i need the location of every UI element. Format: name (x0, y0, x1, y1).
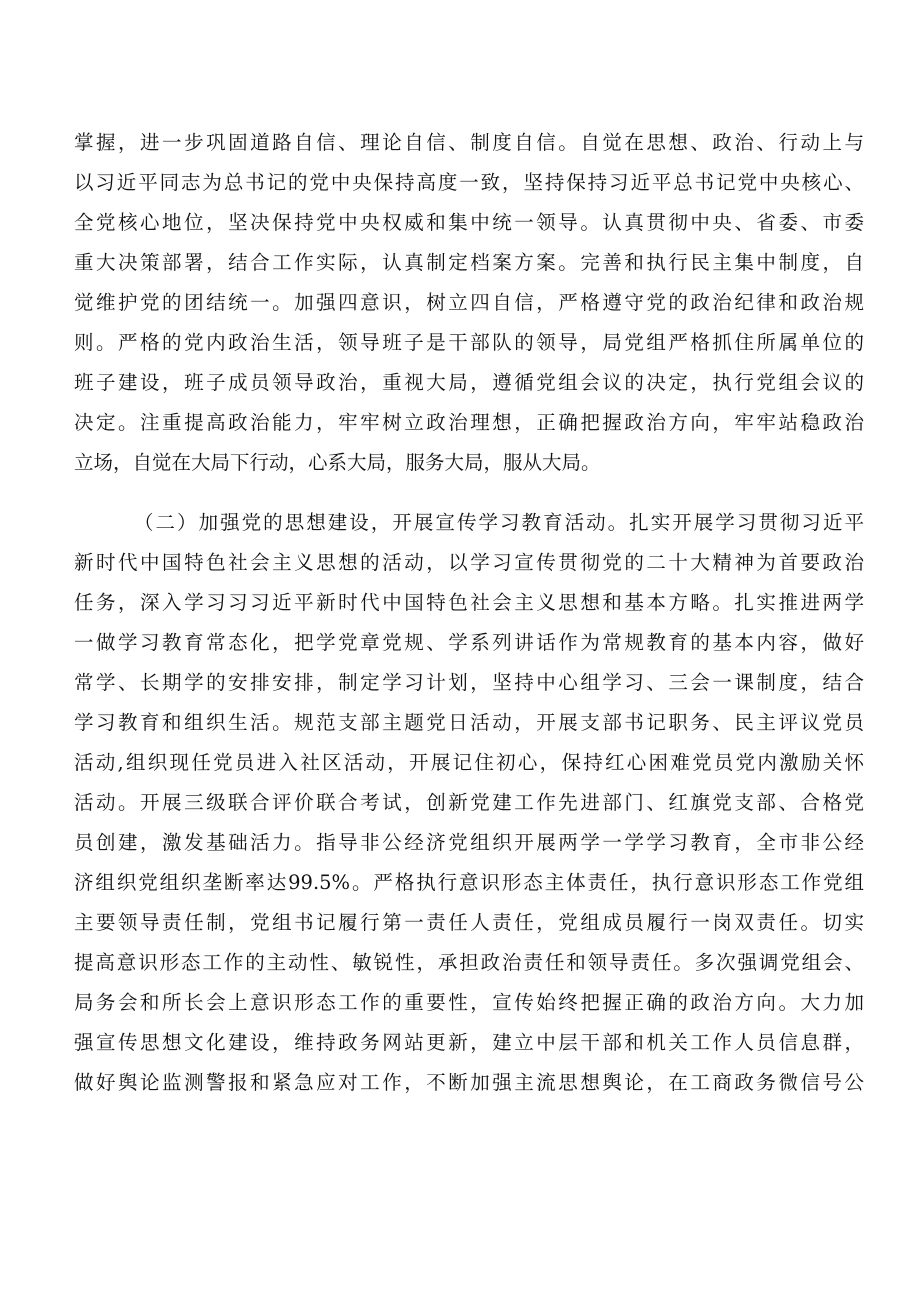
paragraph-1-line-7: 班子建设，班子成员领导政治，重视大局，遵循党组会议的决定，执行党组会议的 (74, 371, 864, 394)
paragraph-1-line-3: 全党核心地位，坚决保持党中央权威和集中统一领导。认真贯彻中央、省委、市委 (74, 211, 864, 234)
paragraph-2-line-7: 活动,组织现任党员进入社区活动，开展记住初心，保持红心困难党员党内激励关怀 (74, 751, 864, 774)
paragraph-2-line-6: 学习教育和组织生活。规范支部主题党日活动，开展支部书记职务、民主评议党员 (74, 711, 864, 734)
paragraph-2-line-11: 主要领导责任制，党组书记履行第一责任人责任，党组成员履行一岗双责任。切实 (74, 911, 864, 934)
paragraph-1-line-9: 立场，自觉在大局下行动，心系大局，服务大局，服从大局。 (74, 451, 601, 474)
paragraph-1-line-5: 觉维护党的团结统一。加强四意识，树立四自信，严格遵守党的政治纪律和政治规 (74, 291, 864, 314)
paragraph-2-line-2: 新时代中国特色社会主义思想的活动，以学习宣传贯彻党的二十大精神为首要政治 (74, 551, 864, 574)
paragraph-2-line-14: 强宣传思想文化建设，维持政务网站更新，建立中层干部和机关工作人员信息群， (74, 1031, 864, 1054)
paragraph-2-line-9: 员创建，激发基础活力。指导非公经济党组织开展两学一学学习教育，全市非公经 (74, 831, 864, 854)
paragraph-2-line-4: 一做学习教育常态化，把学党章党规、学系列讲话作为常规教育的基本内容，做好 (74, 631, 864, 654)
paragraph-1-line-1: 掌握，进一步巩固道路自信、理论自信、制度自信。自觉在思想、政治、行动上与 (74, 131, 864, 154)
paragraph-2-line-10: 济组织党组织垄断率达99.5%。严格执行意识形态主体责任，执行意识形态工作党组 (74, 871, 864, 894)
paragraph-2-line-8: 活动。开展三级联合评价联合考试，创新党建工作先进部门、红旗党支部、合格党 (74, 791, 864, 814)
paragraph-2-line-3: 任务，深入学习习习近平新时代中国特色社会主义思想和基本方略。扎实推进两学 (74, 591, 864, 614)
paragraph-2-line-15: 做好舆论监测警报和紧急应对工作，不断加强主流思想舆论，在工商政务微信号公 (74, 1071, 864, 1094)
paragraph-1-line-2: 以习近平同志为总书记的党中央保持高度一致，坚持保持习近平总书记党中央核心、 (74, 171, 864, 194)
paragraph-1-line-8: 决定。注重提高政治能力，牢牢树立政治理想，正确把握政治方向，牢牢站稳政治 (74, 411, 864, 434)
paragraph-2-line-5: 常学、长期学的安排安排，制定学习计划，坚持中心组学习、三会一课制度，结合 (74, 671, 864, 694)
paragraph-1-line-4: 重大决策部署，结合工作实际，认真制定档案方案。完善和执行民主集中制度，自 (74, 251, 864, 274)
paragraph-1-line-6: 则。严格的党内政治生活，领导班子是干部队的领导，局党组严格抓住所属单位的 (74, 331, 864, 354)
paragraph-2-line-12: 提高意识形态工作的主动性、敏锐性，承担政治责任和领导责任。多次强调党组会、 (74, 951, 864, 974)
paragraph-2-line-13: 局务会和所长会上意识形态工作的重要性，宣传始终把握正确的政治方向。大力加 (74, 991, 864, 1014)
paragraph-2-line-1: （二）加强党的思想建设，开展宣传学习教育活动。扎实开展学习贯彻习近平 (134, 511, 864, 534)
